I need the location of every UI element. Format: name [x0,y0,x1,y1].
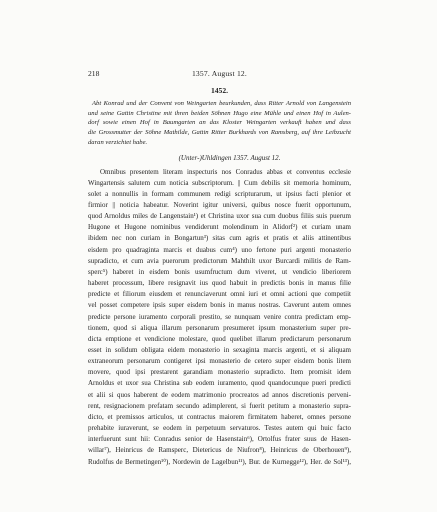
text-line: predicte et filiorum eiusdem et renunciaverunt omni iuri et omni actioni que competiit [88,290,351,299]
document-summary [88,99,351,148]
document-number: 1452. [210,86,229,95]
text-line: solet a nonnullis in formam communem redigi scripturarum, ut ipsius facti plenior et [88,189,351,198]
text-line: sperc⁵) haberet in eisdem bonis usumfructum dum viveret, ut vendicio liberiorem [88,267,351,276]
running-head: 1357. August 12. [191,69,248,78]
text-line: haberet processum, libere resignavit ius quod habuit in predictis bonis in manus filie [88,279,351,288]
text-line: quod Arnoldus miles de Langenstain¹) et Christina uxor sua cum duobus filiis suis puerum [88,212,351,221]
text-line: supradicto, et cum avia puerorum predictorum Mahthilt uxor Burcardi militis de Ram- [88,256,351,265]
text-line: ibidem nec non curiam in Bongartun³) sitas cum agris et pratis et aliis attinentibus [88,234,351,243]
summary-line: und seine Gattin Christine mit ihren beiden Söhnen Hugo eine Mühle und einen Hof in Aulen- [88,109,351,117]
text-line: vel posset competere ipsis super eisdem bonis in manus nostras. Caverunt autem omnes [88,301,351,310]
text-line: esset in solidum obligata eidem monasterio in sexaginta marcis argenti, et si aliquam [88,346,351,354]
text-line: rent, resignacionem prefatam secundo adimplerent, si fuerit petitum a monasterio supra- [88,401,351,410]
text-line: predicte persone iuramento corporali prestito, se nunquam venire contra predictam emp- [88,312,351,321]
summary-line: daran verzichtet habe. [88,138,148,146]
text-line: firmior || noticia habeatur. Noverint igitur universi, quibus nosce fuerit opportunum, [88,200,351,209]
text-line: interfuerunt sunt hii: Conradus senior de Hasenstain⁶), Ortolfus frater suus de Hasen- [88,435,351,444]
page-number: 218 [88,69,100,78]
page-header [88,69,351,79]
text-line: tionem, quod si aliqua illarum personarum presumeret ipsum monasterium super pre- [88,323,351,332]
text-line: prehabite iuraverunt, se eodem in perpetuum servaturos. Testes autem qui huic facto [88,424,351,433]
text-line: Hugone et Hugone nominibus vendiderunt molendinum in Alidorf²) et curiam unam [88,223,351,232]
text-line: eisdem pro quadraginta marcis et duabus cum⁴) uno fertone puri argenti monasterio [88,245,351,254]
document-text [88,167,351,468]
text-line: willar⁷), Heinricus de Ramsperc, Dietericus de Niufron⁸), Heinricus de Oberhouen⁹), [88,446,351,455]
place-date: (Unter-)Uhldingen 1357. August 12. [178,154,281,162]
text-line: Omnibus presentem literam inspecturis nos Conradus abbas et conventus ecclesie [100,167,351,176]
text-line: et alii si quos haberent de eodem matrimonio procreatos ad annos discretionis perveni- [88,390,351,399]
text-line: Arnoldus et uxor sua Christina sub eodem iuramento, quod quandocunque pueri predicti [88,379,351,388]
summary-line: die Grossmutter der Söhne Mathilde, Gattin Ritter Burkhards von Ramsberg, auf ihre Leibzucht [88,129,351,137]
text-line: Wingartensis salutem cum noticia subscriptorum. || Cum debilis sit memoria hominum, [88,178,351,187]
text-line: extraneorum personarum contigeret ipsi monasterio de cetero super eisdem bonis litem [88,357,351,366]
text-line: Rudolfus de Bermetingen¹⁰), Nordewin de Lagelbun¹¹), Bur. de Kurnegge¹²), Her. de Sol¹³), [88,457,351,466]
text-line: dicto, et premissos articulos, ut contractus maiorem firmitatem haberet, omnes persone [88,412,351,421]
summary-line: Abt Konrad und der Convent von Weingarten beurkunden, dass Ritter Arnold von Langenstein [92,100,351,107]
summary-line: dorf sowie einen Hof in Baumgarten an das Kloster Weingarten verkauft haben und dass [88,119,351,127]
text-line: dicta emptione et vendicione molestare, quod quelibet illarum predictarum personarum [88,334,351,343]
text-line: movere, quod ipsi prestarent garandiam monasterio supradicto. Item promisit idem [88,368,351,377]
